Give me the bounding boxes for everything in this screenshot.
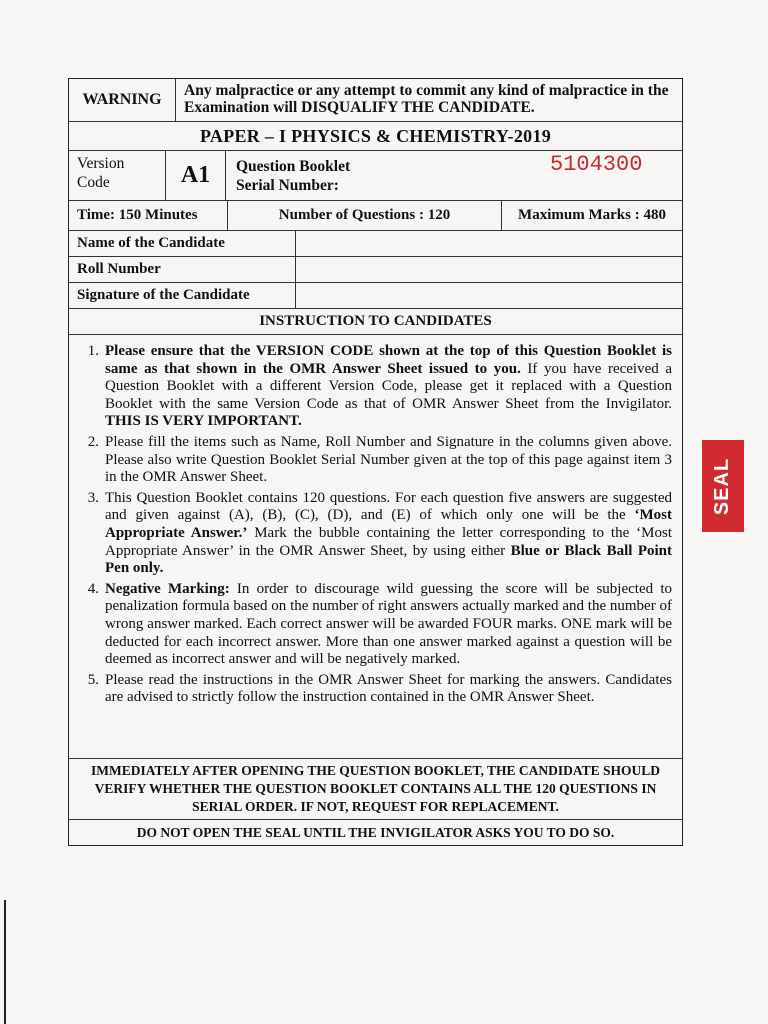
signature-label: Signature of the Candidate: [77, 287, 250, 303]
instruction-item-2: [75, 434, 672, 487]
marks-info: Maximum Marks : 480: [501, 201, 682, 230]
instruction-text: Please ensure that the VERSION CODE shown at the top of this Question Booklet is same as that shown in the OMR Answer Sheet issued to you. If you have received a Question Booklet with a different Version Code, please get it replaced with a Question Booklet with the same Version Code as that of OMR Answer Sheet from the Invigilator. THIS IS VERY IMPORTANT.: [105, 343, 672, 430]
version-row: [69, 151, 682, 201]
roll-number-label: Roll Number: [77, 261, 161, 277]
booklet-serial-label: Question Booklet Serial Number:: [236, 158, 351, 194]
questions-info: Number of Questions : 120: [227, 201, 501, 230]
verify-notice: IMMEDIATELY AFTER OPENING THE QUESTION BOOKLET, THE CANDIDATE SHOULD VERIFY WHETHER THE QUESTION BOOKLET CONTAINS ALL THE 120 QUESTIONS IN SERIAL ORDER. IF NOT, REQUEST FOR REPLACEMENT.: [69, 759, 682, 820]
instruction-number: 5.: [87, 671, 99, 688]
candidate-name-field[interactable]: [295, 231, 682, 256]
warning-text: Any malpractice or any attempt to commit any kind of malpractice in the Examination will DISQUALIFY THE CANDIDATE.: [175, 79, 682, 121]
roll-number-row: [69, 257, 682, 283]
version-code-value: A1: [165, 151, 225, 200]
instruction-number: 2.: [87, 433, 99, 450]
instruction-text: Please fill the items such as Name, Roll Number and Signature in the columns given above. Please also write Question Booklet Serial Number given at the top of this page against item 3 in the OMR Answer Sheet.: [105, 433, 672, 486]
seal-label: SEAL: [711, 457, 734, 515]
candidate-name-label: Name of the Candidate: [77, 235, 225, 251]
instruction-item-3: [75, 490, 672, 578]
paper-title: PAPER – I PHYSICS & CHEMISTRY-2019: [69, 122, 682, 151]
instruction-text: Please read the instructions in the OMR Answer Sheet for marking the answers. Candidates are advised to strictly follow the instruction contained in the OMR Answer Sheet.: [105, 671, 672, 706]
instruction-item-5: [75, 672, 672, 707]
instruction-text: This Question Booklet contains 120 questions. For each question five answers are suggested and given against (A), (B), (C), (D), and (E) of which only one will be the ‘Most Appropriate Answer.’ Mark the bubble containing the letter corresponding to the ‘Most Appropriate Answer’ in the OMR Answer Sheet, by using either Blue or Black Ball Point Pen only.: [105, 489, 672, 577]
page-edge-rule: [4, 900, 6, 1024]
booklet-serial-cell: [225, 151, 682, 200]
signature-field[interactable]: [295, 283, 682, 308]
instruction-item-4: [75, 581, 672, 669]
signature-row: [69, 283, 682, 309]
instruction-text: Negative Marking: In order to discourage wild guessing the score will be subjected to penalization formula based on the number of right answers actually marked and the number of wrong answer marked. Each correct answer will be awarded FOUR marks. ONE mark will be deducted for each incorrect answer. More than one answer marked against a question will be deemed as incorrect answer and will be negatively marked.: [105, 580, 672, 668]
seal-tab: [702, 440, 744, 532]
warning-label: WARNING: [82, 91, 162, 108]
instruction-number: 3.: [87, 489, 99, 506]
booklet-serial-number: 5104300: [550, 152, 643, 177]
seal-notice: DO NOT OPEN THE SEAL UNTIL THE INVIGILATOR ASKS YOU TO DO SO.: [136, 824, 615, 840]
version-code-label: Version Code: [77, 155, 125, 191]
candidate-name-row: [69, 231, 682, 257]
warning-row: [69, 79, 682, 122]
question-booklet-cover: [68, 78, 683, 846]
roll-number-field[interactable]: [295, 257, 682, 282]
instructions-heading: INSTRUCTION TO CANDIDATES: [69, 309, 682, 335]
instruction-item-1: [75, 343, 672, 431]
instruction-number: 1.: [87, 343, 99, 359]
instructions-list: [69, 335, 682, 759]
exam-info-row: [69, 201, 682, 231]
instruction-number: 4.: [87, 580, 99, 597]
time-info: Time: 150 Minutes: [77, 207, 198, 223]
